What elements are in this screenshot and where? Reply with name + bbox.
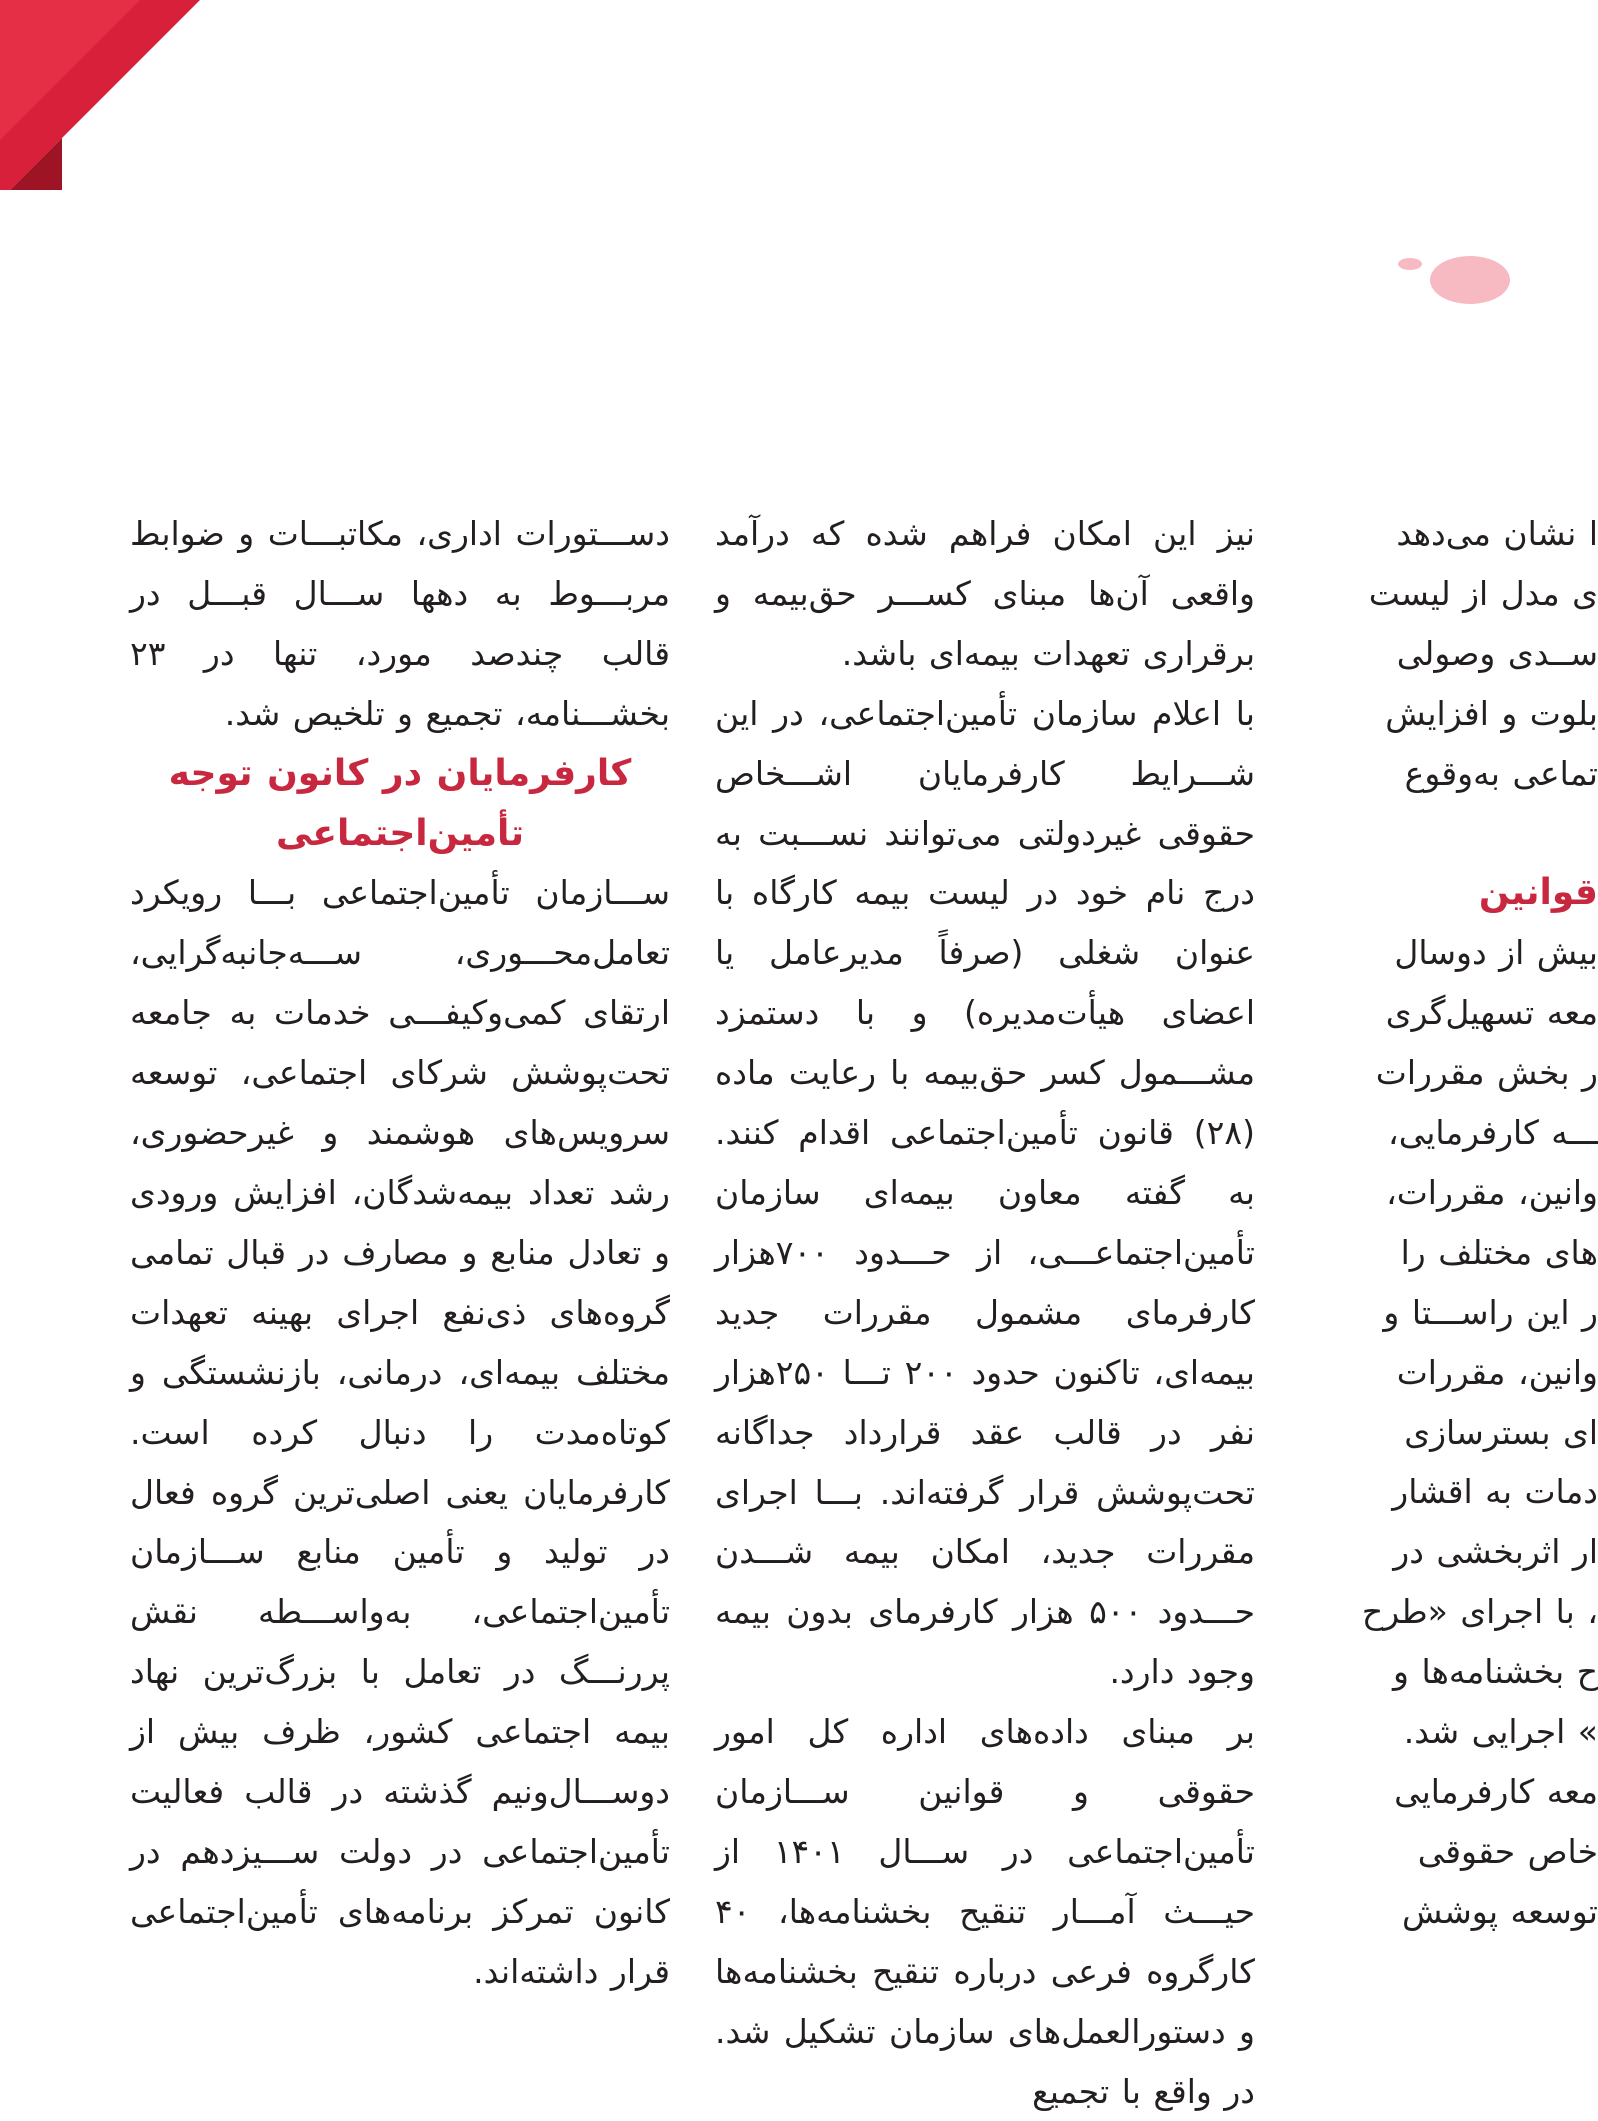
- text-line: » اجرایی شد.: [1403, 1712, 1598, 1752]
- text-line: وانین، مقررات،: [1386, 1172, 1598, 1212]
- text-line: معه کارفرمایی: [1394, 1772, 1598, 1812]
- text-line: دمات به اقشار: [1392, 1472, 1598, 1512]
- paragraph: بر مبنای داده‌های اداره کل امور حقوقی و قوانین ســـازمان تأمین‌اجتماعی در ســـال ۱۴۰۱ از حیـــث آمـــار تنقیح بخشنامه‌ها، ۴۰ کارگروه فرعی درباره تنقیح بخشنامه‌ها و دستورالعمل‌های سازمان تشکیل شد. در واقع با تجمیع: [715, 1712, 1255, 2111]
- text-line: وانین، مقررات: [1396, 1352, 1598, 1392]
- paragraph: دســـتورات اداری، مکاتبـــات و ضوابط مربـــوط به دهها ســـال قبـــل در قالب چندصد مورد، تنها در ۲۳ بخشـــنامه، تجمیع و تلخیص شد.: [130, 514, 670, 733]
- paragraph: با اعلام سازمان تأمین‌اجتماعی، در این شـــرایط کارفرمایان اشـــخاص حقوقی غیردولتی می‌توانند نســـبت به درج نام خود در لیست بیمه کارگاه با عنوان شغلی (صرفاً مدیرعامل یا اعضای هیأت‌مدیره) و با دستمزد مشـــمول کسر حق‌بیمه با رعایت ماده (۲۸) قانون تأمین‌اجتماعی اقدام کنند. به گفته معاون بیمه‌ای سازمان تأمین‌اجتماعـــی، از حـــدود ۷۰۰هزار کارفرمای مشمول مقررات جدید بیمه‌ای، تاکنون حدود ۲۰۰ تـــا ۲۵۰هزار نفر در قالب عقد قرارداد جداگانه تحت‌پوشش قرار گرفته‌اند. بـــا اجرای مقررات جدید، امکان بیمه شـــدن حـــدود ۵۰۰ هزار کارفرمای بدون بیمه وجود دارد.: [715, 693, 1255, 1692]
- corner-ribbon-decoration: [0, 0, 210, 200]
- column-middle: [715, 504, 1255, 2121]
- text-line: معه تسهیل‌گری: [1385, 993, 1598, 1033]
- text-line: ا نشان می‌دهد: [1396, 514, 1598, 553]
- text-line: های مختلف را: [1400, 1232, 1598, 1272]
- text-line: توسعه پوشش: [1402, 1891, 1598, 1931]
- splash-decoration: [1390, 240, 1500, 330]
- text-line: بیش از دوسال: [1394, 933, 1598, 973]
- text-line: ـــه کارفرمایی،: [1388, 1113, 1598, 1153]
- text-line: تماعی به‌وقوع: [1404, 753, 1598, 793]
- text-line: ر این راســـتا و: [1383, 1292, 1598, 1332]
- text-line: بلوت و افزایش: [1385, 693, 1598, 733]
- text-line: ای بسترسازی: [1404, 1412, 1598, 1452]
- column-right: [1298, 504, 1598, 1942]
- section-heading: قوانین: [1478, 872, 1598, 914]
- text-line: ار اثربخشی در: [1393, 1532, 1598, 1572]
- text-line: ر بخش مقررات: [1375, 1053, 1598, 1093]
- column-left: [130, 504, 670, 2002]
- paragraph: نیز این امکان فراهم شده که درآمد واقعی آن‌ها مبنای کســـر حق‌بیمه و برقراری تعهدات بیمه‌ای باشد.: [715, 514, 1255, 673]
- section-heading: کارفرمایان در کانون توجه تأمین‌اجتماعی: [168, 752, 632, 854]
- spacer: [1298, 804, 1598, 864]
- text-line: ، با اجرای «طرح: [1361, 1592, 1598, 1632]
- text-line: ح بخشنامه‌ها و: [1393, 1652, 1598, 1692]
- paragraph: ســـازمان تأمین‌اجتماعی بـــا رویکرد تعامل‌محـــوری، ســـه‌جانبه‌گرایی، ارتقای کمی‌و‌کیفـــی خدمات به جامعه تحت‌پوشش شرکای اجتماعی، توسعه سرویس‌های هوشمند و غیرحضوری، رشد تعداد بیمه‌شدگان، افزایش ورودی و تعادل منابع و مصارف در قبال تمامی گروه‌های ذی‌نفع اجرای بهینه تعهدات مختلف بیمه‌ای، درمانی، بازنشستگی و کوتاه‌مدت را دنبال کرده است. کارفرمایان یعنی اصلی‌ترین گروه فعال در تولید و تأمین منابع ســـازمان تأمین‌اجتماعی، به‌واســـطه نقش پررنـــگ در تعامل با بزرگ‌ترین نهاد بیمه اجتماعی کشور، ظرف بیش از دوســـال‌و‌نیم گذشته در قالب فعالیت تأمین‌اجتماعی در دولت ســـیزدهم در کانون تمرکز برنامه‌های تأمین‌اجتماعی قرار داشته‌اند.: [130, 873, 670, 1991]
- text-line: ی مدل از لیست: [1368, 573, 1598, 613]
- text-line: ســدی وصولی: [1396, 633, 1598, 673]
- text-line: خاص حقوقی: [1417, 1831, 1598, 1871]
